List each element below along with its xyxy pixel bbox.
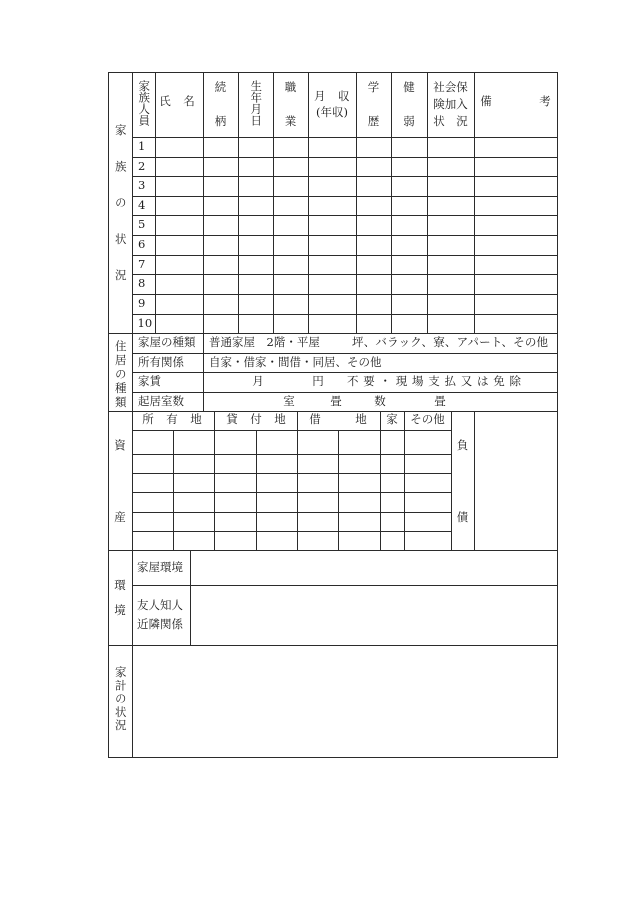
rooms-mat-unit: 畳	[330, 393, 342, 408]
assets-header-leased-land: 貸 付 地	[226, 412, 287, 427]
rooms-count-label: 数	[374, 393, 386, 408]
family-row-number: 3	[138, 178, 146, 193]
rent-yen-unit: 円	[312, 374, 324, 389]
header-family-members: 家族人員	[137, 80, 152, 127]
household-budget-label: 家計の状況	[113, 666, 128, 733]
house-type-options: 坪、バラック、寮、アパート、その他	[352, 335, 549, 350]
family-row-number: 5	[138, 217, 146, 232]
rooms-label: 起居室数	[138, 393, 184, 408]
housing-section-label: 住居の種類	[113, 340, 128, 411]
neighbors-label-line1: 友人知人	[137, 598, 183, 613]
header-relation-top: 続	[214, 80, 227, 95]
header-relation-bottom: 柄	[214, 114, 227, 129]
header-name: 氏 名	[159, 94, 196, 109]
assets-header-other: その他	[410, 412, 445, 427]
rent-month-unit: 月	[252, 374, 264, 389]
header-insurance-line2: 険加入	[433, 97, 468, 112]
header-occupation-bottom: 業	[284, 114, 297, 129]
header-health-top: 健	[403, 80, 415, 95]
environment-label-top: 環	[114, 578, 126, 593]
rent-options: 不要・現場支払又は免除	[347, 374, 526, 389]
neighbors-label-line2: 近隣関係	[137, 617, 183, 632]
assets-label-bottom: 産	[114, 510, 126, 525]
ownership-label: 所有関係	[138, 354, 184, 369]
family-row-number: 8	[138, 276, 146, 291]
liabilities-label-bottom: 債	[456, 510, 469, 525]
ownership-options: 自家・借家・間借・同居、その他	[209, 354, 382, 369]
assets-header-owned-land: 所 有 地	[142, 412, 203, 427]
header-education-bottom: 歴	[367, 114, 380, 129]
family-row-number: 1	[138, 139, 146, 154]
header-monthly-income: 月 収	[314, 89, 350, 104]
rooms-room-unit: 室	[283, 393, 295, 408]
header-occupation-top: 職	[284, 80, 297, 95]
header-health-bottom: 弱	[403, 114, 415, 129]
assets-header-house: 家	[386, 412, 398, 427]
family-row-number: 2	[138, 158, 146, 173]
header-insurance-line1: 社会保	[433, 80, 468, 95]
family-row-number: 9	[138, 296, 146, 311]
header-insurance-line3: 状 況	[433, 114, 468, 129]
header-remarks-right: 考	[539, 94, 551, 109]
family-row-number: 6	[138, 237, 146, 252]
assets-label-top: 資	[114, 438, 126, 453]
header-education-top: 学	[367, 80, 380, 95]
family-section-label: 家族の状況	[113, 124, 128, 306]
assets-header-borrowed-land: 借 地	[309, 412, 371, 427]
header-birthdate: 生年月日	[249, 80, 264, 127]
rent-label: 家賃	[138, 374, 161, 389]
header-remarks-left: 備	[480, 94, 492, 109]
header-annual-income: (年収)	[316, 105, 348, 120]
family-row-number: 10	[137, 315, 153, 330]
house-environment-label: 家屋環境	[137, 560, 183, 575]
family-row-number: 4	[138, 197, 146, 212]
rooms-mat-unit-2: 畳	[434, 393, 446, 408]
liabilities-label-top: 負	[456, 438, 469, 453]
environment-label-bottom: 境	[114, 603, 126, 618]
house-type-label: 家屋の種類	[138, 335, 196, 350]
house-type-value: 普通家屋 2階・平屋	[209, 335, 320, 350]
family-row-number: 7	[138, 256, 146, 271]
